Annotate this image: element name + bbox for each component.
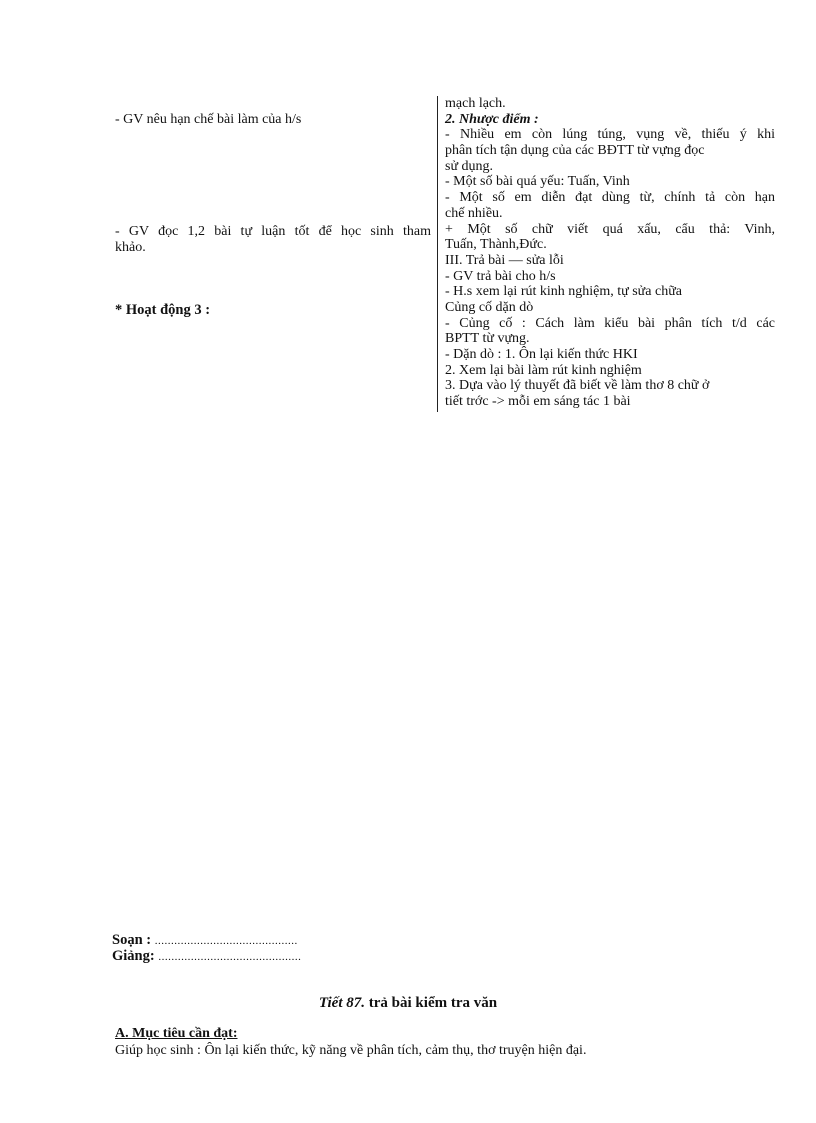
title-lesson-number: Tiết 87. — [318, 995, 366, 1011]
right-line-10: Tuấn, Thành,Đức. — [445, 237, 547, 253]
right-line-20: tiết trớc -> mỗi em sáng tác 1 bài — [445, 394, 631, 410]
right-line-17: - Dặn dò : 1. Ôn lại kiến thức HKI — [445, 347, 638, 362]
page-title — [0, 995, 816, 1012]
right-column — [445, 96, 775, 410]
soan-row — [112, 932, 298, 949]
section-a-heading: A. Mục tiêu cần đạt: — [115, 1026, 238, 1041]
right-line-18: 2. Xem lại bài làm rút kinh nghiệm — [445, 362, 642, 378]
left-gv-han-che: - GV nêu hạn chế bài làm của h/s — [115, 112, 302, 127]
right-line-14: Củng cố dặn dò — [445, 299, 534, 315]
right-line-12: - GV trả bài cho h/s — [445, 268, 556, 284]
giang-row — [112, 948, 301, 965]
left-gv-doc-line1: - GV đọc 1,2 bài tự luận tốt để học sinh tham — [115, 224, 431, 239]
right-line-19: 3. Dựa vào lý thuyết đã biết về làm thơ 8 chữ ở — [445, 378, 710, 394]
right-line-heading-nhuoc-diem: 2. Nhược điểm : — [445, 111, 539, 127]
right-line-16: BPTT từ vựng. — [445, 331, 530, 347]
soan-label: Soạn : — [112, 932, 152, 948]
right-line-9: + Một số chữ viết quá xấu, cẩu thả: Vinh, — [445, 221, 775, 237]
right-line-15: - Củng cố : Cách làm kiểu bài phân tích t/d các — [445, 315, 775, 331]
right-line-11: III. Trả bài — sửa lỗi — [445, 252, 564, 268]
right-line-13: - H.s xem lại rút kinh nghiệm, tự sửa chữa — [445, 284, 682, 300]
giang-label: Giảng: — [112, 948, 155, 964]
left-hoat-dong-3: * Hoạt động 3 : — [115, 302, 211, 318]
right-line-8: chế nhiều. — [445, 205, 503, 221]
column-divider — [437, 96, 438, 412]
right-line-5: sử dụng. — [445, 158, 494, 174]
right-line-6: - Một số bài quá yếu: Tuấn, Vinh — [445, 174, 630, 190]
right-line-7: - Một số em diễn đạt dùng từ, chính tả còn hạn — [445, 190, 775, 206]
section-a-text: Giúp học sinh : Ôn lại kiến thức, kỹ năng về phân tích, cảm thụ, thơ truyện hiện đại. — [115, 1043, 587, 1058]
left-gv-doc-line2: khảo. — [115, 240, 146, 255]
right-line-3: - Nhiều em còn lúng túng, vụng về, thiếu ý khi — [445, 127, 775, 143]
right-line-1: mạch lạch. — [445, 96, 506, 111]
giang-dots: ............................................ — [158, 951, 302, 963]
right-line-4: phân tích tận dụng của các BĐTT từ vựng đọc — [445, 143, 705, 159]
title-text: trả bài kiểm tra văn — [365, 995, 498, 1011]
soan-dots: ............................................ — [154, 935, 298, 947]
